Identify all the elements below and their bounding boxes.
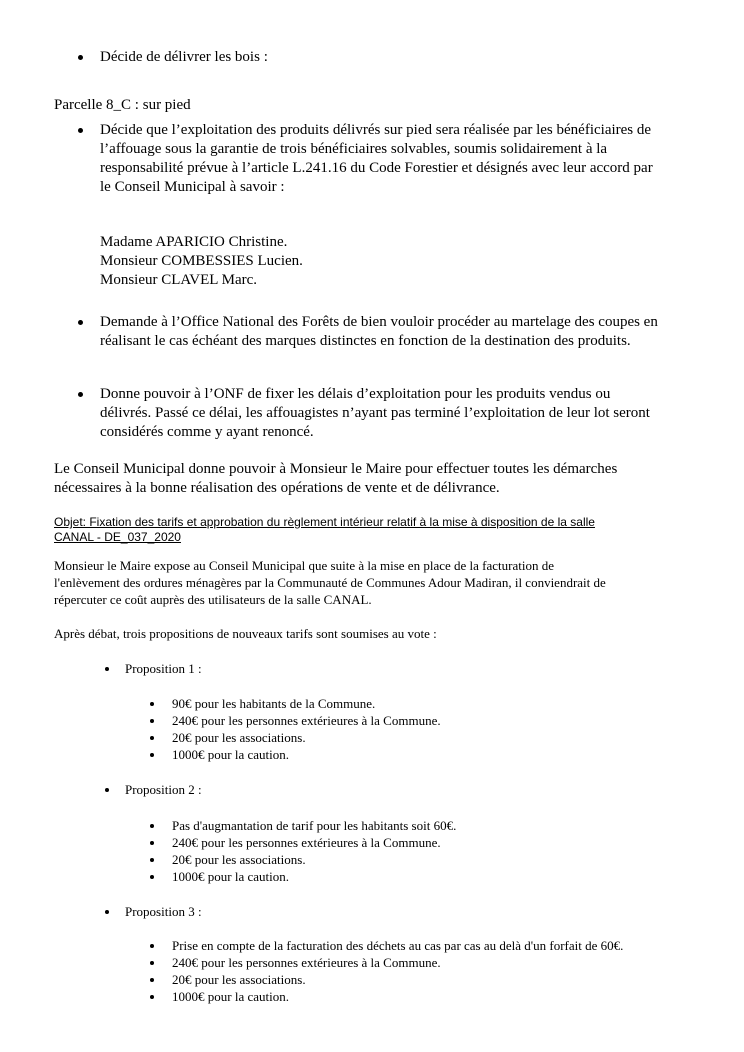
proposal-label: Proposition 3 :	[125, 904, 202, 919]
proposal-item: 240€ pour les personnes extérieures à la Commune.	[172, 835, 441, 850]
bullet	[78, 320, 83, 325]
beneficiary-name: Madame APARICIO Christine.	[100, 234, 288, 250]
object-title: CANAL - DE_037_2020	[54, 530, 181, 544]
onf-request-line: Demande à l’Office National des Forêts de bien vouloir procéder au martelage des coupes en	[100, 314, 658, 330]
exposition-line: Monsieur le Maire expose au Conseil Municipal que suite à la mise en place de la facturation de	[54, 558, 554, 573]
exploitation-line: l’affouage sous la garantie de trois bénéficiaires solvables, soumis solidairement à la	[100, 141, 608, 157]
bullet	[78, 55, 83, 60]
proposal-item: 20€ pour les associations.	[172, 852, 306, 867]
onf-power-line: Donne pouvoir à l’ONF de fixer les délais d’exploitation pour les produits vendus ou	[100, 386, 611, 402]
proposal-label: Proposition 1 :	[125, 661, 202, 676]
bullet	[150, 995, 154, 999]
proposal-label: Proposition 2 :	[125, 782, 202, 797]
proposal-item: 1000€ pour la caution.	[172, 989, 289, 1004]
bullet	[150, 719, 154, 723]
onf-request-line: réalisant le cas échéant des marques distinctes en fonction de la destination des produits.	[100, 333, 631, 349]
bullet	[150, 702, 154, 706]
exposition-line: répercuter ce coût auprès des utilisateurs de la salle CANAL.	[54, 592, 372, 607]
bullet	[150, 841, 154, 845]
proposal-item: 1000€ pour la caution.	[172, 747, 289, 762]
bullet	[150, 753, 154, 757]
bullet	[105, 788, 109, 792]
exploitation-line: Décide que l’exploitation des produits délivrés sur pied sera réalisée par les bénéficiaires de	[100, 122, 652, 138]
beneficiary-name: Monsieur COMBESSIES Lucien.	[100, 253, 303, 269]
proposal-item: 20€ pour les associations.	[172, 972, 306, 987]
debate-text: Après débat, trois propositions de nouveaux tarifs sont soumises au vote :	[54, 626, 437, 641]
object-title: Objet: Fixation des tarifs et approbation du règlement intérieur relatif à la mise à disposition de la salle	[54, 515, 595, 529]
bullet	[150, 736, 154, 740]
parcel-label: Parcelle 8_C : sur pied	[54, 97, 191, 113]
proposal-item: Pas d'augmantation de tarif pour les habitants soit 60€.	[172, 818, 457, 833]
decide-deliver-text: Décide de délivrer les bois :	[100, 49, 268, 65]
bullet	[150, 944, 154, 948]
bullet	[150, 961, 154, 965]
exploitation-line: responsabilité prévue à l’article L.241.16 du Code Forestier et désignés avec leur accord par	[100, 160, 653, 176]
mayor-power-line: nécessaires à la bonne réalisation des opérations de vente et de délivrance.	[54, 480, 500, 496]
proposal-item: 20€ pour les associations.	[172, 730, 306, 745]
proposal-item: 90€ pour les habitants de la Commune.	[172, 696, 376, 711]
bullet	[150, 858, 154, 862]
bullet	[150, 875, 154, 879]
bullet	[150, 824, 154, 828]
onf-power-line: délivrés. Passé ce délai, les affouagistes n’ayant pas terminé l’exploitation de leur lot seront	[100, 405, 650, 421]
proposal-item: Prise en compte de la facturation des déchets au cas par cas au delà d'un forfait de 60€.	[172, 938, 624, 953]
bullet	[105, 910, 109, 914]
bullet	[78, 392, 83, 397]
proposal-item: 240€ pour les personnes extérieures à la Commune.	[172, 713, 441, 728]
mayor-power-line: Le Conseil Municipal donne pouvoir à Monsieur le Maire pour effectuer toutes les démarches	[54, 461, 618, 477]
bullet	[150, 978, 154, 982]
proposal-item: 1000€ pour la caution.	[172, 869, 289, 884]
bullet	[78, 128, 83, 133]
exploitation-line: le Conseil Municipal à savoir :	[100, 179, 285, 195]
exposition-line: l'enlèvement des ordures ménagères par la Communauté de Communes Adour Madiran, il conviendrait de	[54, 575, 606, 590]
beneficiary-name: Monsieur CLAVEL Marc.	[100, 272, 258, 288]
bullet	[105, 667, 109, 671]
proposal-item: 240€ pour les personnes extérieures à la Commune.	[172, 955, 441, 970]
onf-power-line: considérés comme y ayant renoncé.	[100, 424, 314, 440]
